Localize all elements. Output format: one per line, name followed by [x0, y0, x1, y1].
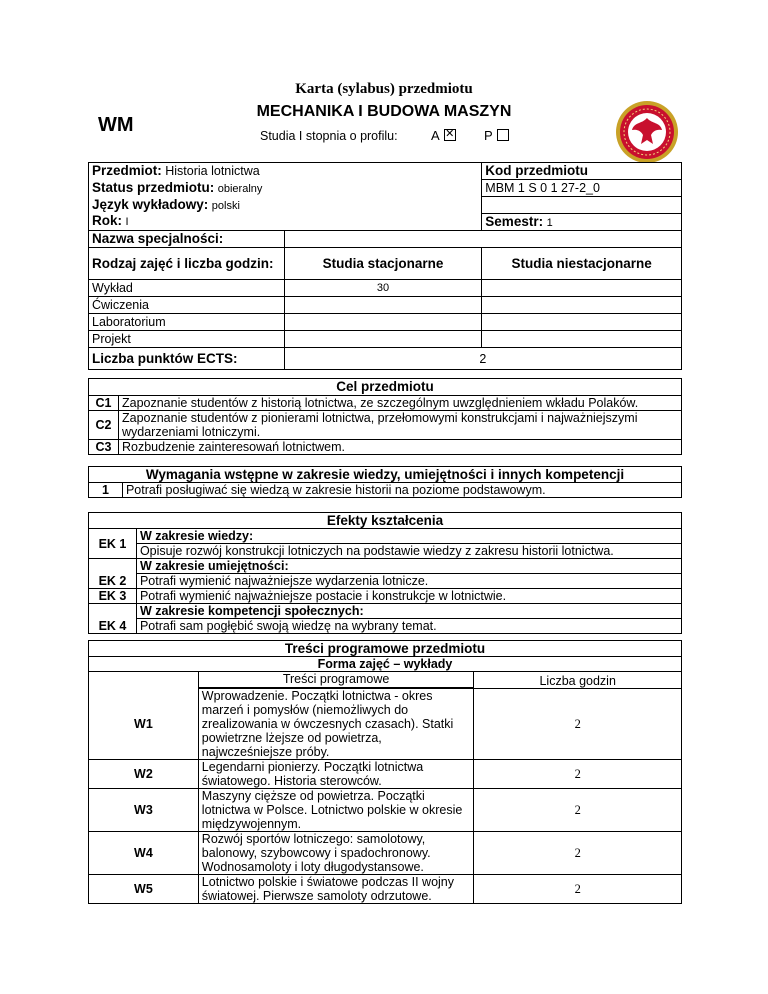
outcome-text: Potrafi sam pogłębić swoją wiedzę na wybrany temat.	[136, 619, 681, 634]
outcome-heading: W zakresie wiedzy:	[136, 529, 681, 544]
outcome-text: Potrafi wymienić najważniejsze wydarzenia lotnicze.	[136, 574, 681, 589]
goal-text: Zapoznanie studentów z pionierami lotnictwa, przełomowymi konstrukcjami i najważniejszymi wydarzeniami lotniczymi.	[118, 411, 681, 440]
requirement-text: Potrafi posługiwać się wiedzą w zakresie historii na poziome podstawowym.	[122, 483, 681, 498]
class-type-name: Wykład	[89, 280, 285, 297]
goal-text: Rozbudzenie zainteresowań lotnictwem.	[118, 440, 681, 455]
lecture-code: W5	[89, 875, 199, 904]
lecture-code: W2	[89, 760, 199, 789]
outcomes-title: Efekty kształcenia	[89, 513, 682, 529]
subject-label: Przedmiot:	[92, 163, 162, 179]
subject-info-table	[88, 162, 682, 370]
lecture-content: Wprowadzenie. Początki lotnictwa - okres marzeń i pomysłów (niemożliwych do zrealizowania w ówczesnych czasach). Statki powietrzne lżejsze od powietrza, najwcześniejsze próby.	[198, 689, 474, 760]
outcome-code: EK 3	[89, 589, 137, 604]
outcome-text: Opisuje rozwój konstrukcji lotniczych na podstawie wiedzy z zakresu historii lotnictwa.	[136, 544, 681, 559]
class-type-nonstationary	[482, 314, 682, 331]
class-type-stationary: 30	[284, 280, 482, 297]
specialty-label: Nazwa specjalności:	[89, 231, 285, 248]
option-a-checkbox[interactable]: ✕	[445, 128, 455, 140]
card-title: Karta (sylabus) przedmiotu	[295, 81, 473, 97]
content-form: Forma zajęć – wykłady	[89, 657, 682, 672]
outcomes-table	[88, 512, 682, 634]
class-type-nonstationary	[482, 331, 682, 348]
option-a[interactable]	[431, 128, 456, 143]
lecture-code: W3	[89, 789, 199, 832]
outcome-heading: W zakresie umiejętności:	[136, 559, 681, 574]
requirements-table	[88, 466, 682, 498]
ects-value: 2	[284, 348, 681, 370]
language-value: polski	[211, 199, 240, 212]
goal-code: C2	[89, 411, 119, 440]
lecture-content: Legendarni pionierzy. Początki lotnictwa światowego. Historia sterowców.	[198, 760, 474, 789]
lecture-hours: 2	[474, 875, 682, 904]
code-label: Kod przedmiotu	[482, 163, 682, 180]
option-p[interactable]	[484, 128, 509, 143]
class-type-name: Ćwiczenia	[89, 297, 285, 314]
semester-label: Semestr:	[485, 213, 544, 229]
lecture-code: W1	[89, 689, 199, 760]
hours-label: Rodzaj zajęć i liczba godzin:	[89, 248, 285, 280]
nonstationary-header: Studia niestacjonarne	[482, 248, 682, 280]
outcome-code: EK 4	[89, 604, 137, 634]
logo-text: WM	[98, 114, 134, 136]
lecture-hours: 2	[474, 689, 682, 760]
profile-label: Studia I stopnia o profilu:	[260, 129, 398, 143]
semester-value: 1	[546, 216, 553, 229]
requirement-code: 1	[89, 483, 123, 498]
outcome-code: EK 2	[89, 559, 137, 589]
language-label: Język wykładowy:	[92, 196, 209, 212]
goal-code: C3	[89, 440, 119, 455]
program-content-table	[88, 640, 682, 904]
class-type-name: Laboratorium	[89, 314, 285, 331]
content-column-header: Treści programowe	[198, 672, 474, 688]
lecture-code: W4	[89, 832, 199, 875]
hours-column-header: Liczba godzin	[474, 672, 682, 689]
goal-code: C1	[89, 396, 119, 411]
option-a-label: A	[431, 128, 440, 143]
faculty-title: MECHANIKA I BUDOWA MASZYN	[256, 103, 512, 120]
outcome-code: EK 1	[89, 529, 137, 559]
lecture-hours: 2	[474, 789, 682, 832]
status-value: obieralny	[217, 182, 263, 195]
option-p-checkbox[interactable]	[497, 129, 509, 141]
university-seal-icon	[615, 100, 679, 164]
subject-value: Historia lotnictwa	[165, 164, 260, 179]
class-type-nonstationary	[482, 280, 682, 297]
class-type-stationary	[284, 297, 482, 314]
lecture-content: Lotnictwo polskie i światowe podczas II wojny światowej. Pierwsze samoloty odrzutowe.	[198, 875, 474, 904]
ects-label: Liczba punktów ECTS:	[89, 348, 285, 370]
option-p-label: P	[484, 128, 493, 143]
outcome-text: Potrafi wymienić najważniejsze postacie i konstrukcje w lotnictwie.	[136, 589, 681, 604]
content-title: Treści programowe przedmiotu	[89, 641, 682, 657]
lecture-hours: 2	[474, 760, 682, 789]
goal-title: Cel przedmiotu	[89, 379, 682, 396]
class-type-stationary	[284, 331, 482, 348]
code-value: MBM 1 S 0 1 27-2_0	[482, 180, 682, 197]
lecture-hours: 2	[474, 832, 682, 875]
goal-text: Zapoznanie studentów z historią lotnictwa, ze szczególnym uwzględnieniem wkładu Polaków.	[118, 396, 681, 411]
class-type-stationary	[284, 314, 482, 331]
class-type-name: Projekt	[89, 331, 285, 348]
year-label: Rok:	[92, 213, 122, 229]
outcome-heading: W zakresie kompetencji społecznych:	[136, 604, 681, 619]
lecture-content: Rozwój sportów lotniczego: samolotowy, balonowy, szybowcowy i spadochronowy. Wodnosamoloty i loty długodystansowe.	[198, 832, 474, 875]
class-type-nonstationary	[482, 297, 682, 314]
year-value: I	[125, 216, 129, 229]
goal-table	[88, 378, 682, 455]
status-label: Status przedmiotu:	[92, 179, 215, 195]
stationary-header: Studia stacjonarne	[284, 248, 482, 280]
lecture-content: Maszyny cięższe od powietrza. Początki lotnictwa w Polsce. Lotnictwo polskie w okresie międzywojennym.	[198, 789, 474, 832]
requirements-title: Wymagania wstępne w zakresie wiedzy, umiejętności i innych kompetencji	[89, 467, 682, 483]
